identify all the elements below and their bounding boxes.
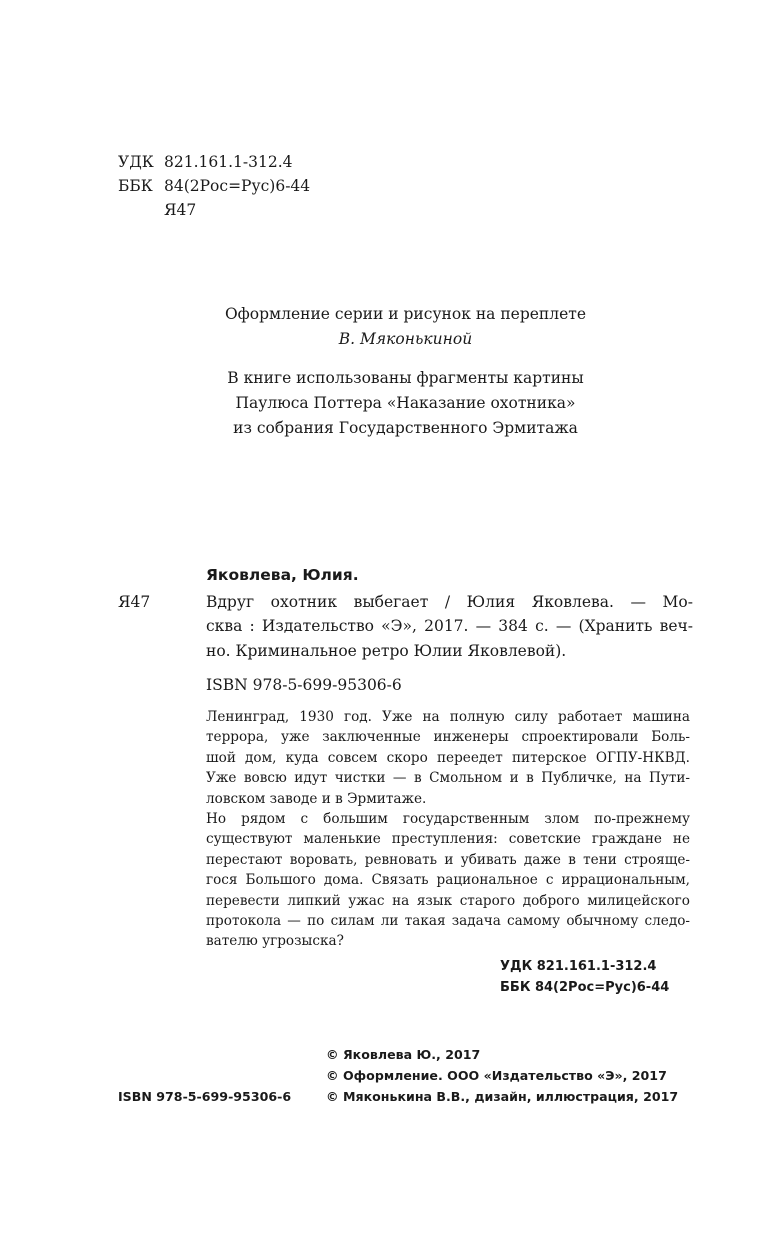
annotation-line: протокола — по силам ли такая задача самому обычному следо- bbox=[206, 913, 690, 930]
entry-cutter: Я47 bbox=[118, 592, 151, 611]
copyright-block bbox=[326, 1044, 678, 1107]
annotation bbox=[206, 707, 690, 952]
bbk-code: ББК 84(2Рос=Рус)6-44 bbox=[500, 980, 670, 995]
annotation-paragraph bbox=[206, 809, 690, 952]
copyright-line: © Яковлева Ю., 2017 bbox=[326, 1047, 481, 1062]
bbk-value: 84(2Рос=Рус)6-44 bbox=[164, 177, 311, 195]
annotation-line: шой дом, куда совсем скоро переедет питерское ОГПУ-НКВД. bbox=[206, 749, 690, 766]
author-heading: Яковлева, Юлия. bbox=[206, 566, 359, 584]
annotation-line: перевести липкий ужас на язык старого доброго милицейского bbox=[206, 892, 690, 909]
bbk-row bbox=[118, 174, 310, 198]
entry-description bbox=[206, 590, 693, 664]
annotation-line: гося Большого дома. Связать рациональное с иррациональным, bbox=[206, 872, 690, 889]
painting-credit-line: Паулюса Поттера «Наказание охотника» bbox=[235, 394, 576, 412]
description-line: Вдруг охотник выбегает / Юлия Яковлева. — Мо- bbox=[206, 592, 693, 611]
series-design-credit bbox=[118, 302, 693, 352]
annotation-line: вателю угрозыска? bbox=[206, 933, 344, 950]
painting-credit-line: из собрания Государственного Эрмитажа bbox=[233, 419, 578, 437]
annotation-line: Уже вовсю идут чистки — в Смольном и в Публичке, на Пути- bbox=[206, 770, 690, 787]
description-line: но. Криминальное ретро Юлии Яковлевой). bbox=[206, 641, 567, 660]
copyright-line: © Мяконькина В.В., дизайн, иллюстрация, 2017 bbox=[326, 1089, 679, 1104]
bbk-label: ББК bbox=[118, 177, 153, 195]
annotation-line: перестают воровать, ревновать и убивать даже в тени строяще- bbox=[206, 851, 690, 868]
udk-label: УДК bbox=[118, 153, 154, 171]
annotation-line: существуют маленькие преступления: советские граждане не bbox=[206, 831, 690, 848]
annotation-line: ловском заводе и в Эрмитаже. bbox=[206, 790, 427, 807]
cutter-row bbox=[118, 198, 310, 222]
annotation-line: Ленинград, 1930 год. Уже на полную силу работает машина bbox=[206, 709, 690, 725]
annotation-paragraph bbox=[206, 707, 690, 809]
copyright-line: © Оформление. ООО «Издательство «Э», 2017 bbox=[326, 1068, 667, 1083]
painting-credit bbox=[118, 366, 693, 441]
udk-row bbox=[118, 150, 310, 174]
description-line: сква : Издательство «Э», 2017. — 384 с. — (Хранить веч- bbox=[206, 617, 693, 635]
isbn-footer: ISBN 978-5-699-95306-6 bbox=[118, 1089, 292, 1104]
annotation-line: Но рядом с большим государственным злом по-прежнему bbox=[206, 811, 690, 828]
cutter-code: Я47 bbox=[164, 201, 197, 219]
bibliographic-record bbox=[118, 563, 693, 698]
classification-codes-footer bbox=[500, 956, 669, 998]
classification-block bbox=[118, 150, 310, 222]
series-design-text: Оформление серии и рисунок на переплете bbox=[224, 305, 587, 323]
udk-value: 821.161.1-312.4 bbox=[164, 153, 293, 171]
painting-credit-line: В книге использованы фрагменты картины bbox=[227, 369, 584, 387]
designer-name: В. Мяконькиной bbox=[338, 330, 473, 348]
udk-code: УДК 821.161.1-312.4 bbox=[500, 959, 657, 974]
entry-isbn: ISBN 978-5-699-95306-6 bbox=[206, 676, 402, 694]
annotation-line: террора, уже заключенные инженеры спроектировали Боль- bbox=[206, 729, 690, 746]
entry-row bbox=[118, 590, 693, 664]
